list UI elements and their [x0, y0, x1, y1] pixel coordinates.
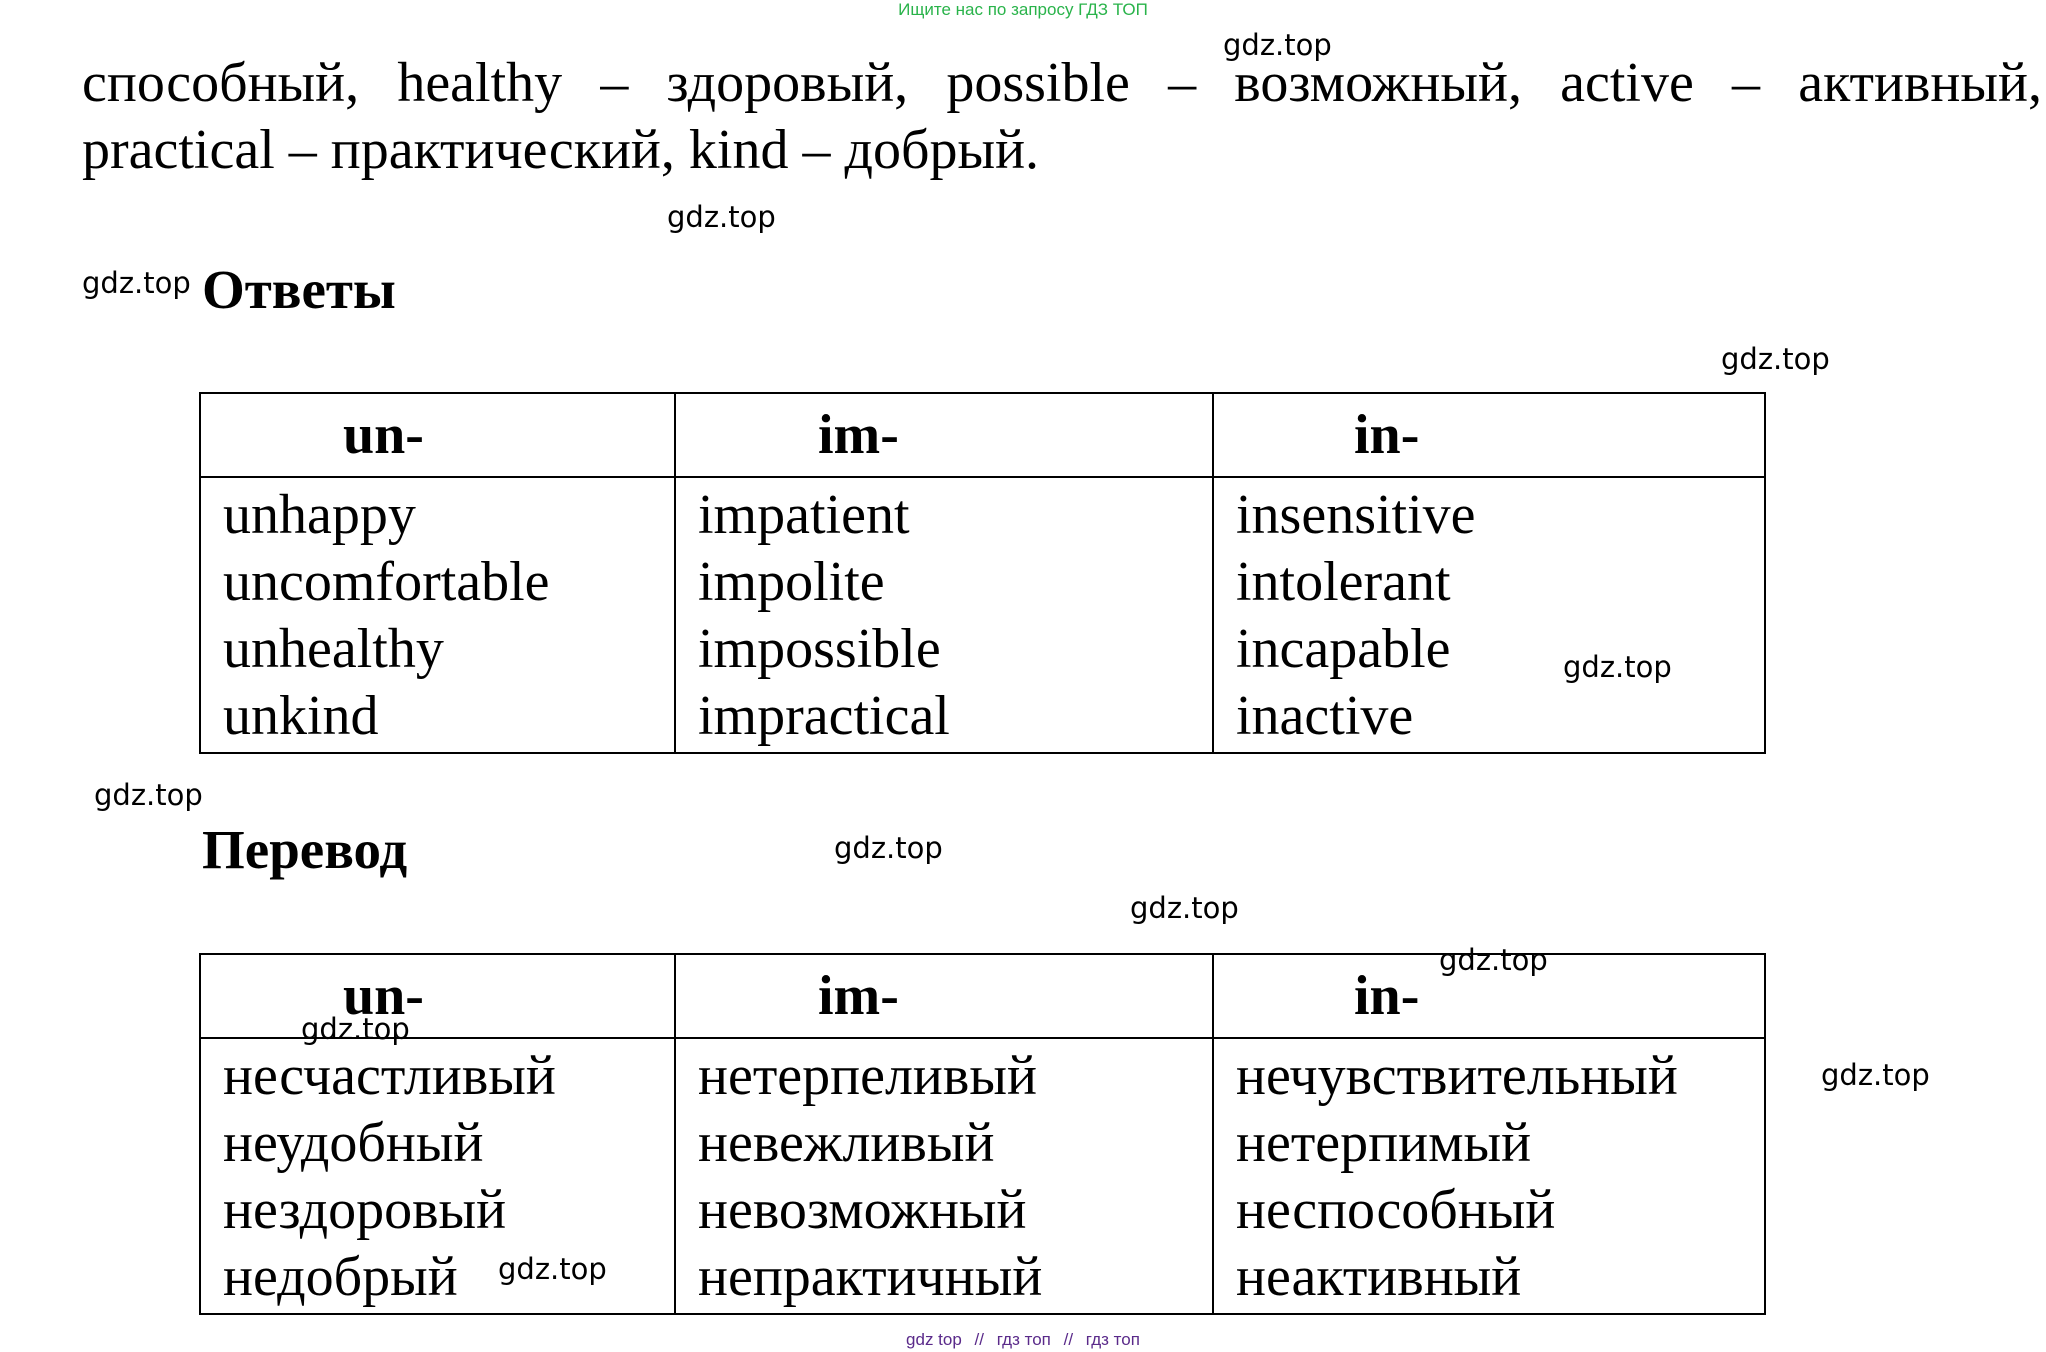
word-cell: impatient	[698, 484, 910, 546]
word-cell: недобрый	[223, 1246, 458, 1308]
word-cell: unkind	[223, 685, 379, 747]
word-cell: несчастливый	[223, 1045, 556, 1107]
word-cell: невозможный	[698, 1179, 1027, 1241]
intro-line-2: practical – практический, kind – добрый.	[82, 119, 1040, 181]
footer-separator: //	[1063, 1330, 1074, 1349]
word-cell: uncomfortable	[223, 551, 550, 613]
watermark: gdz.top	[834, 831, 943, 865]
watermark: gdz.top	[1563, 650, 1672, 684]
translation-heading: Перевод	[202, 819, 408, 880]
word-cell: unhappy	[223, 484, 416, 546]
answers-header-row	[200, 393, 1765, 477]
answers-header-in: in-	[1213, 393, 1765, 477]
word-cell: unhealthy	[223, 618, 444, 680]
intro-paragraph	[82, 50, 2042, 184]
intro-line-1: способный, healthy – здоровый, possible – возможный, active – активный,	[82, 52, 2042, 114]
word-cell: нездоровый	[223, 1179, 507, 1241]
watermark: gdz.top	[1721, 342, 1830, 376]
watermark: gdz.top	[301, 1012, 410, 1046]
answers-table	[199, 392, 1766, 754]
watermark: gdz.top	[498, 1252, 607, 1286]
word-cell: неудобный	[223, 1112, 484, 1174]
word-cell: impolite	[698, 551, 885, 613]
word-cell: incapable	[1236, 618, 1451, 680]
word-cell: нетерпимый	[1236, 1112, 1532, 1174]
watermark: gdz.top	[1821, 1058, 1930, 1092]
translation-header-in: in-	[1213, 954, 1765, 1038]
word-cell: непрактичный	[698, 1246, 1043, 1308]
word-cell: impossible	[698, 618, 941, 680]
translation-table	[199, 953, 1766, 1315]
footer-link[interactable]: гдз топ	[1085, 1330, 1140, 1349]
word-cell: inactive	[1236, 685, 1414, 747]
translation-cell-im	[675, 1038, 1213, 1314]
word-cell: нетерпеливый	[698, 1045, 1037, 1107]
top-banner: Ищите нас по запросу ГДЗ ТОП	[898, 0, 1148, 19]
word-cell: неактивный	[1236, 1246, 1522, 1308]
footer-link[interactable]: gdz top	[906, 1330, 962, 1349]
answers-cell-un	[200, 477, 675, 753]
watermark: gdz.top	[667, 200, 776, 234]
footer-links	[0, 1330, 2046, 1350]
watermark: gdz.top	[1130, 891, 1239, 925]
answers-header-im: im-	[675, 393, 1213, 477]
watermark: gdz.top	[94, 778, 203, 812]
word-cell: неспособный	[1236, 1179, 1556, 1241]
translation-header-un: un-	[200, 954, 675, 1038]
word-cell: нечувствительный	[1236, 1045, 1678, 1107]
translation-words-row	[200, 1038, 1765, 1314]
answers-heading: Ответы	[202, 259, 396, 320]
word-cell: insensitive	[1236, 484, 1476, 546]
footer-separator: //	[974, 1330, 984, 1349]
answers-words-row	[200, 477, 1765, 753]
answers-cell-in	[1213, 477, 1765, 753]
word-cell: невежливый	[698, 1112, 995, 1174]
word-cell: impractical	[698, 685, 950, 747]
watermark: gdz.top	[82, 266, 191, 300]
word-cell: intolerant	[1236, 551, 1451, 613]
translation-header-im: im-	[675, 954, 1213, 1038]
watermark: gdz.top	[1223, 28, 1332, 62]
answers-cell-im	[675, 477, 1213, 753]
watermark: gdz.top	[1439, 943, 1548, 977]
answers-header-un: un-	[200, 393, 675, 477]
footer-link[interactable]: гдз топ	[996, 1330, 1051, 1349]
translation-cell-in	[1213, 1038, 1765, 1314]
